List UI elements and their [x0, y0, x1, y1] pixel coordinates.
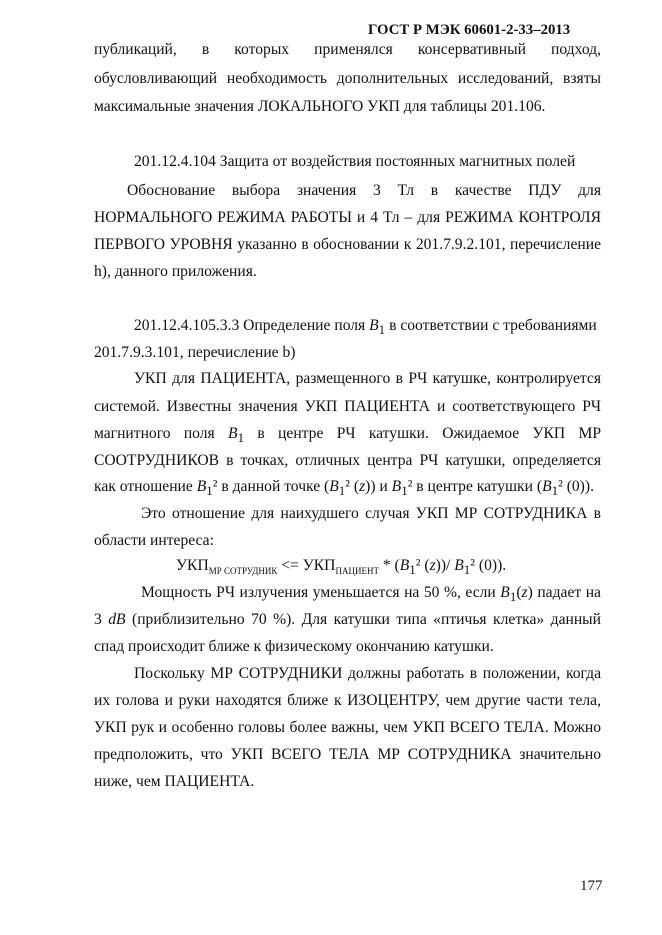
p1-line-2: системой. Известны значения УКП ПАЦИЕНТА и соответствующего РЧ: [94, 398, 601, 415]
intro-line-2: обусловливающий необходимость дополнительных исследований, взяты: [94, 70, 601, 87]
p4-line-4: предположить, что УКП ВСЕГО ТЕЛА МР СОТРУДНИКА значительно: [94, 746, 601, 763]
section-heading-201-12-4-105-3-3: 201.12.4.105.3.3 Определение поля $B_1$ в соответствии с требованиями: [134, 317, 597, 338]
p1-line-5: как отношение $B_1^2$ в данной точке ($B_1^2$ (z)) и $B_1^2$ в центре катушки ($B_1^2$ (0)).: [94, 478, 594, 499]
p4-line-3: УКП рук и особенно головы более важны, чем УКП ВСЕГО ТЕЛА. Можно: [94, 719, 601, 736]
p4-line-2: их голова и руки находятся ближе к ИЗОЦЕНТРУ, чем другие части тела,: [94, 692, 601, 709]
section-heading-line-2: 201.7.9.3.101, перечисление b): [94, 344, 296, 361]
intro-line-1: публикаций, в которых применялся консервативный подход,: [94, 41, 601, 58]
s1-line-3: ПЕРВОГО УРОВНЯ указанно в обосновании к 201.7.9.2.101, перечисление: [94, 236, 601, 253]
p3-line-3: спад происходит ближе к физическому окончанию катушки.: [94, 638, 494, 655]
page-number: 177: [580, 878, 603, 894]
p3-line-1: Мощность РЧ излучения уменьшается на 50 %, если $B_1(z)$ падает на: [141, 584, 601, 605]
p2-line-2: области интереса:: [94, 532, 214, 549]
document-header: ГОСТ Р МЭК 60601-2-33–2013: [368, 22, 571, 38]
p1-line-1: УКП для ПАЦИЕНТА, размещенного в РЧ катушке, контролируется: [134, 370, 601, 387]
s1-line-2: НОРМАЛЬНОГО РЕЖИМА РАБОТЫ и 4 Тл – для РЕЖИМА КОНТРОЛЯ: [94, 209, 601, 226]
intro-line-3: максимальные значения ЛОКАЛЬНОГО УКП для таблицы 201.106.: [94, 98, 546, 115]
p3-line-2: 3 dB (приблизительно 70 %). Для катушки типа «птичья клетка» данный: [94, 611, 602, 628]
s1-line-1: Обоснование выбора значения 3 Тл в качестве ПДУ для: [127, 182, 601, 199]
p4-line-5: ниже, чем ПАЦИЕНТА.: [94, 773, 255, 790]
formula: $УКП_{МР СОТРУДНИК} <= УКП_{ПАЦИЕНТ} * (B_1^2$ (z))/ $B_1^2$ (0)).: [176, 557, 507, 578]
s1-line-4: h), данного приложения.: [94, 263, 257, 280]
p4-line-1: Поскольку МР СОТРУДНИКИ должны работать в положении, когда: [134, 665, 601, 682]
p2-line-1: Это отношение для наихудшего случая УКП МР СОТРУДНИКА в: [141, 505, 601, 522]
section-heading-201-12-4-104: 201.12.4.104 Защита от воздействия постоянных магнитных полей: [134, 153, 576, 170]
p1-line-3: магнитного поля $B_1$ в центре РЧ катушки. Ожидаемое УКП МР: [94, 425, 602, 446]
p1-line-4: СООТРУДНИКОВ в точках, отличных центра РЧ катушки, определяется: [94, 452, 601, 469]
